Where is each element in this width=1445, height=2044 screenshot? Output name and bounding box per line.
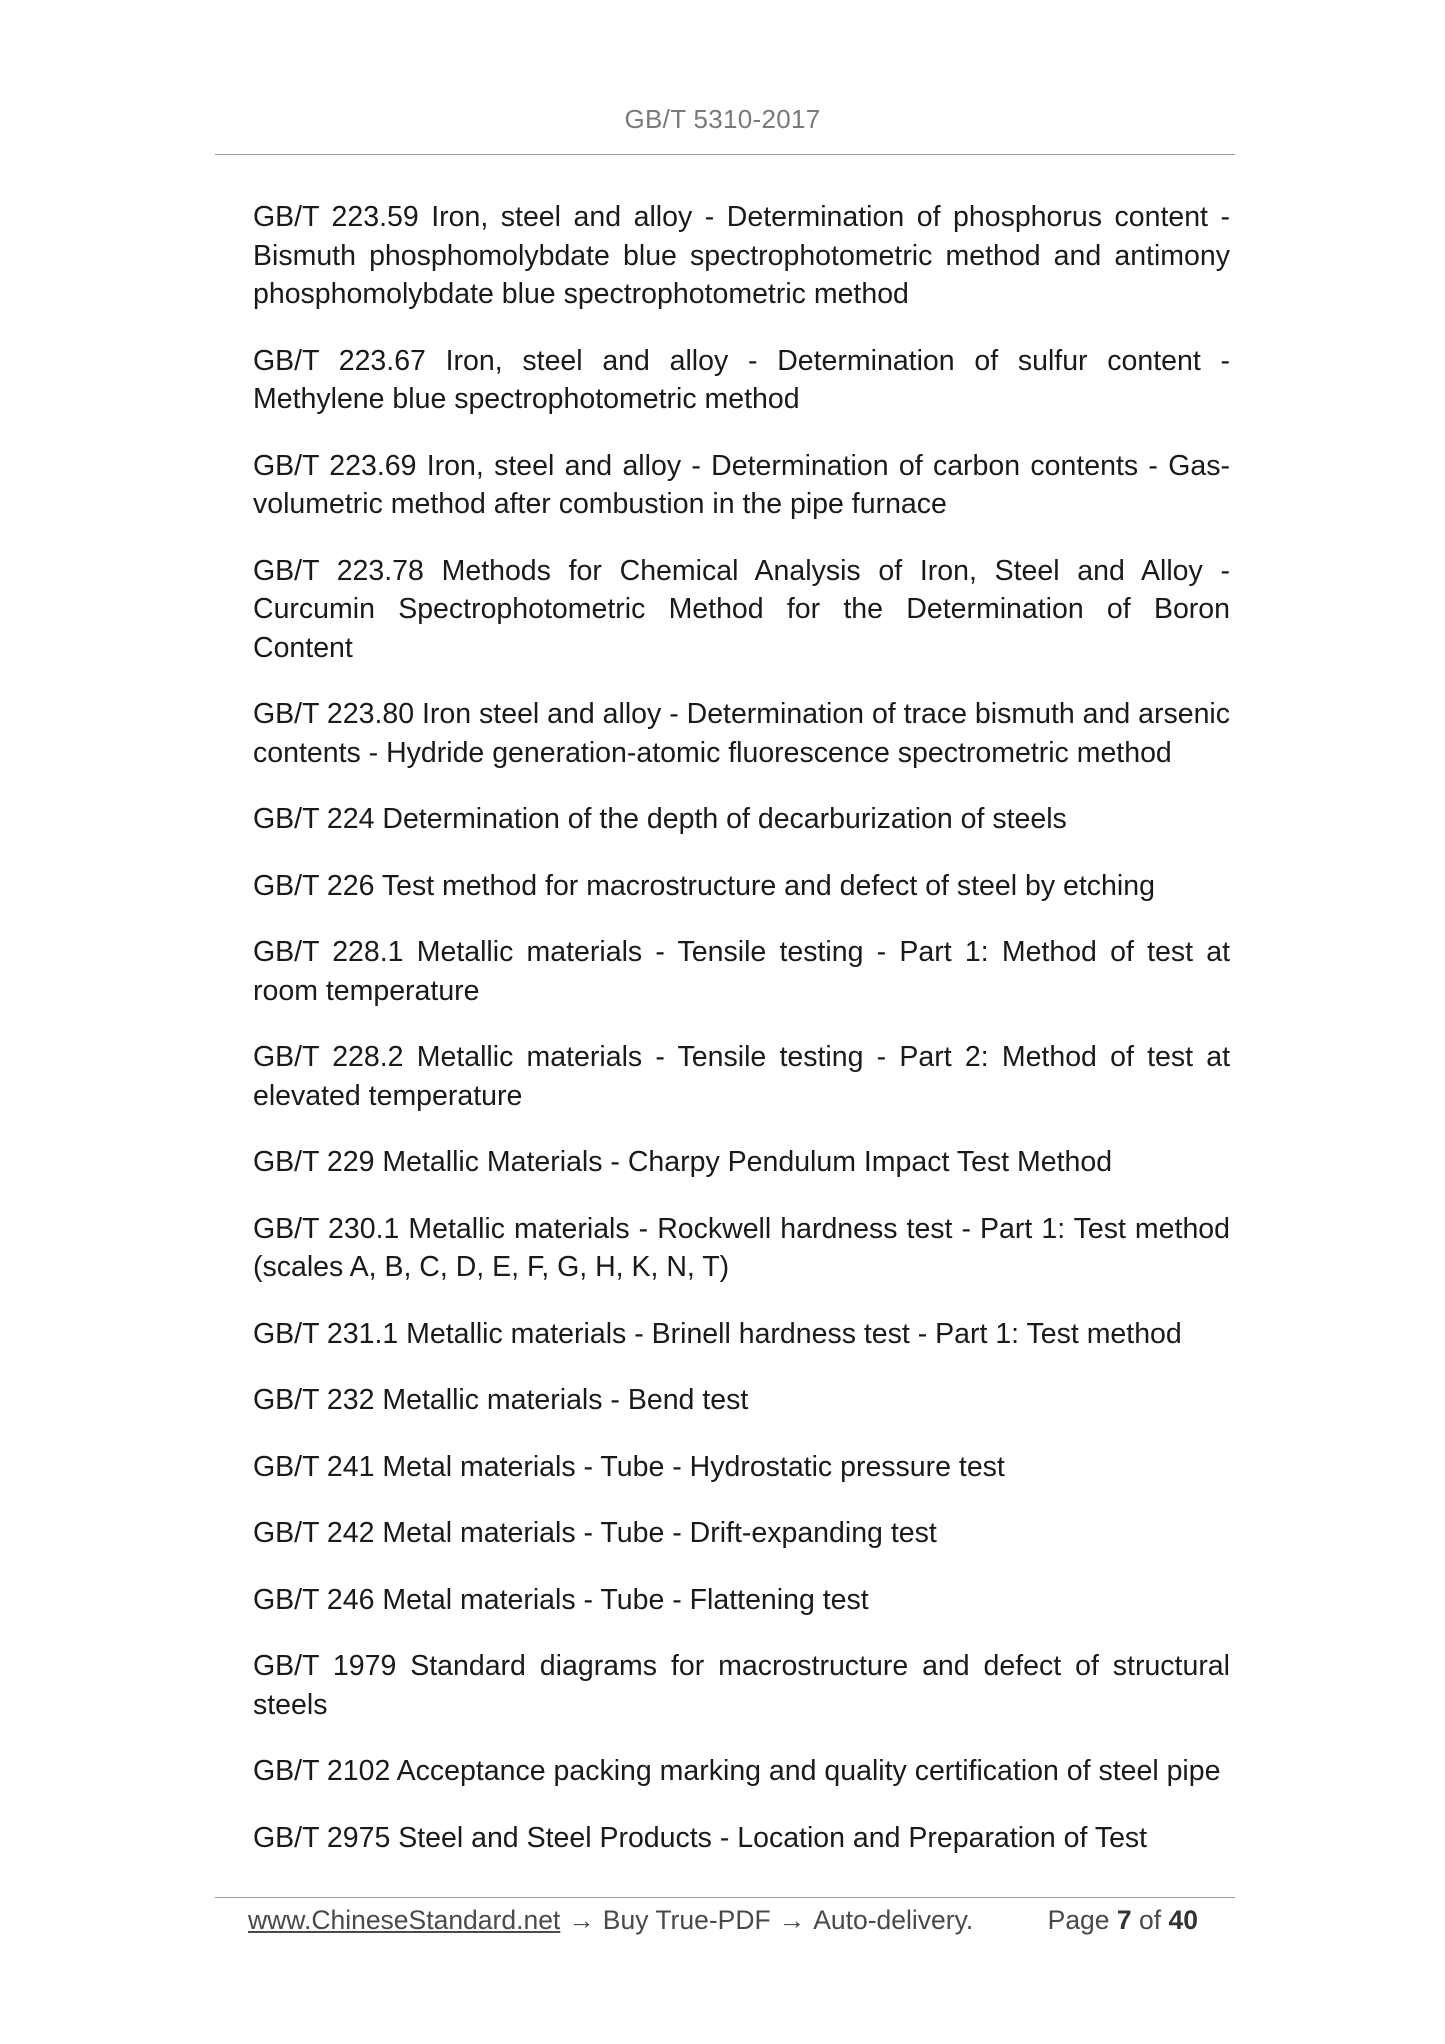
arrow-right-icon: → [568,1904,595,1935]
reference-entry: GB/T 223.80 Iron steel and alloy - Determination of trace bismuth and arsenic contents - Hydride generation-atomic fluorescence spectrometric method [253,698,1230,769]
reference-entry: GB/T 226 Test method for macrostructure and defect of steel by etching [253,869,1155,902]
reference-entry: GB/T 246 Metal materials - Tube - Flattening test [253,1583,869,1616]
reference-entry: GB/T 223.69 Iron, steel and alloy - Determination of carbon contents - Gas-volumetric method after combustion in the pipe furnace [253,449,1230,520]
page-total: 40 [1168,1904,1198,1935]
page-current: 7 [1116,1904,1132,1935]
reference-entry: GB/T 241 Metal materials - Tube - Hydrostatic pressure test [253,1450,1005,1483]
reference-entry: GB/T 232 Metallic materials - Bend test [253,1384,749,1416]
reference-entry: GB/T 223.59 Iron, steel and alloy - Determination of phosphorus content - Bismuth phosphomolybdate blue spectrophotometric method and antimony phosphomolybdate blue spectrophotometric method [253,201,1230,310]
reference-entry: GB/T 228.2 Metallic materials - Tensile testing - Part 2: Method of test at elevated temperature [253,1041,1230,1112]
reference-entry: GB/T 2102 Acceptance packing marking and quality certification of steel pipe [253,1755,1221,1787]
page-label: Page [1047,1904,1110,1935]
reference-entry: GB/T 224 Determination of the depth of decarburization of steels [253,803,1067,835]
reference-entry: GB/T 2975 Steel and Steel Products - Location and Preparation of Test [253,1821,1148,1854]
arrow-right-icon: → [778,1904,806,1935]
page-number [1048,1905,1208,1936]
reference-entry: GB/T 223.78 Methods for Chemical Analysis of Iron, Steel and Alloy - Curcumin Spectrophotometric Method for the Determination of Boron Content [253,554,1230,664]
reference-entry: GB/T 228.1 Metallic materials - Tensile testing - Part 1: Method of test at room temperature [253,936,1230,1007]
page-footer [248,1898,1208,1942]
reference-entry: GB/T 230.1 Metallic materials - Rockwell hardness test - Part 1: Test method (scales A, B, C, D, E, F, G, H, K, N, T) [253,1212,1230,1283]
reference-entry: GB/T 242 Metal materials - Tube - Drift-expanding test [253,1517,937,1549]
page-header-doc-id: GB/T 5310-2017 [624,104,821,134]
buy-true-pdf-text: Buy True-PDF [602,1904,771,1935]
reference-list [253,198,1230,1885]
page-of-label: of [1139,1904,1162,1935]
reference-entry: GB/T 1979 Standard diagrams for macrostructure and defect of structural steels [253,1650,1230,1721]
reference-entry: GB/T 231.1 Metallic materials - Brinell hardness test - Part 1: Test method [253,1317,1182,1350]
auto-delivery-text: Auto-delivery. [813,1904,974,1935]
website-link[interactable]: www.ChineseStandard.net [248,1904,561,1935]
reference-entry: GB/T 229 Metallic Materials - Charpy Pendulum Impact Test Method [253,1146,1113,1178]
header-divider [215,154,1235,155]
reference-entry: GB/T 223.67 Iron, steel and alloy - Determination of sulfur content - Methylene blue spectrophotometric method [253,344,1230,415]
